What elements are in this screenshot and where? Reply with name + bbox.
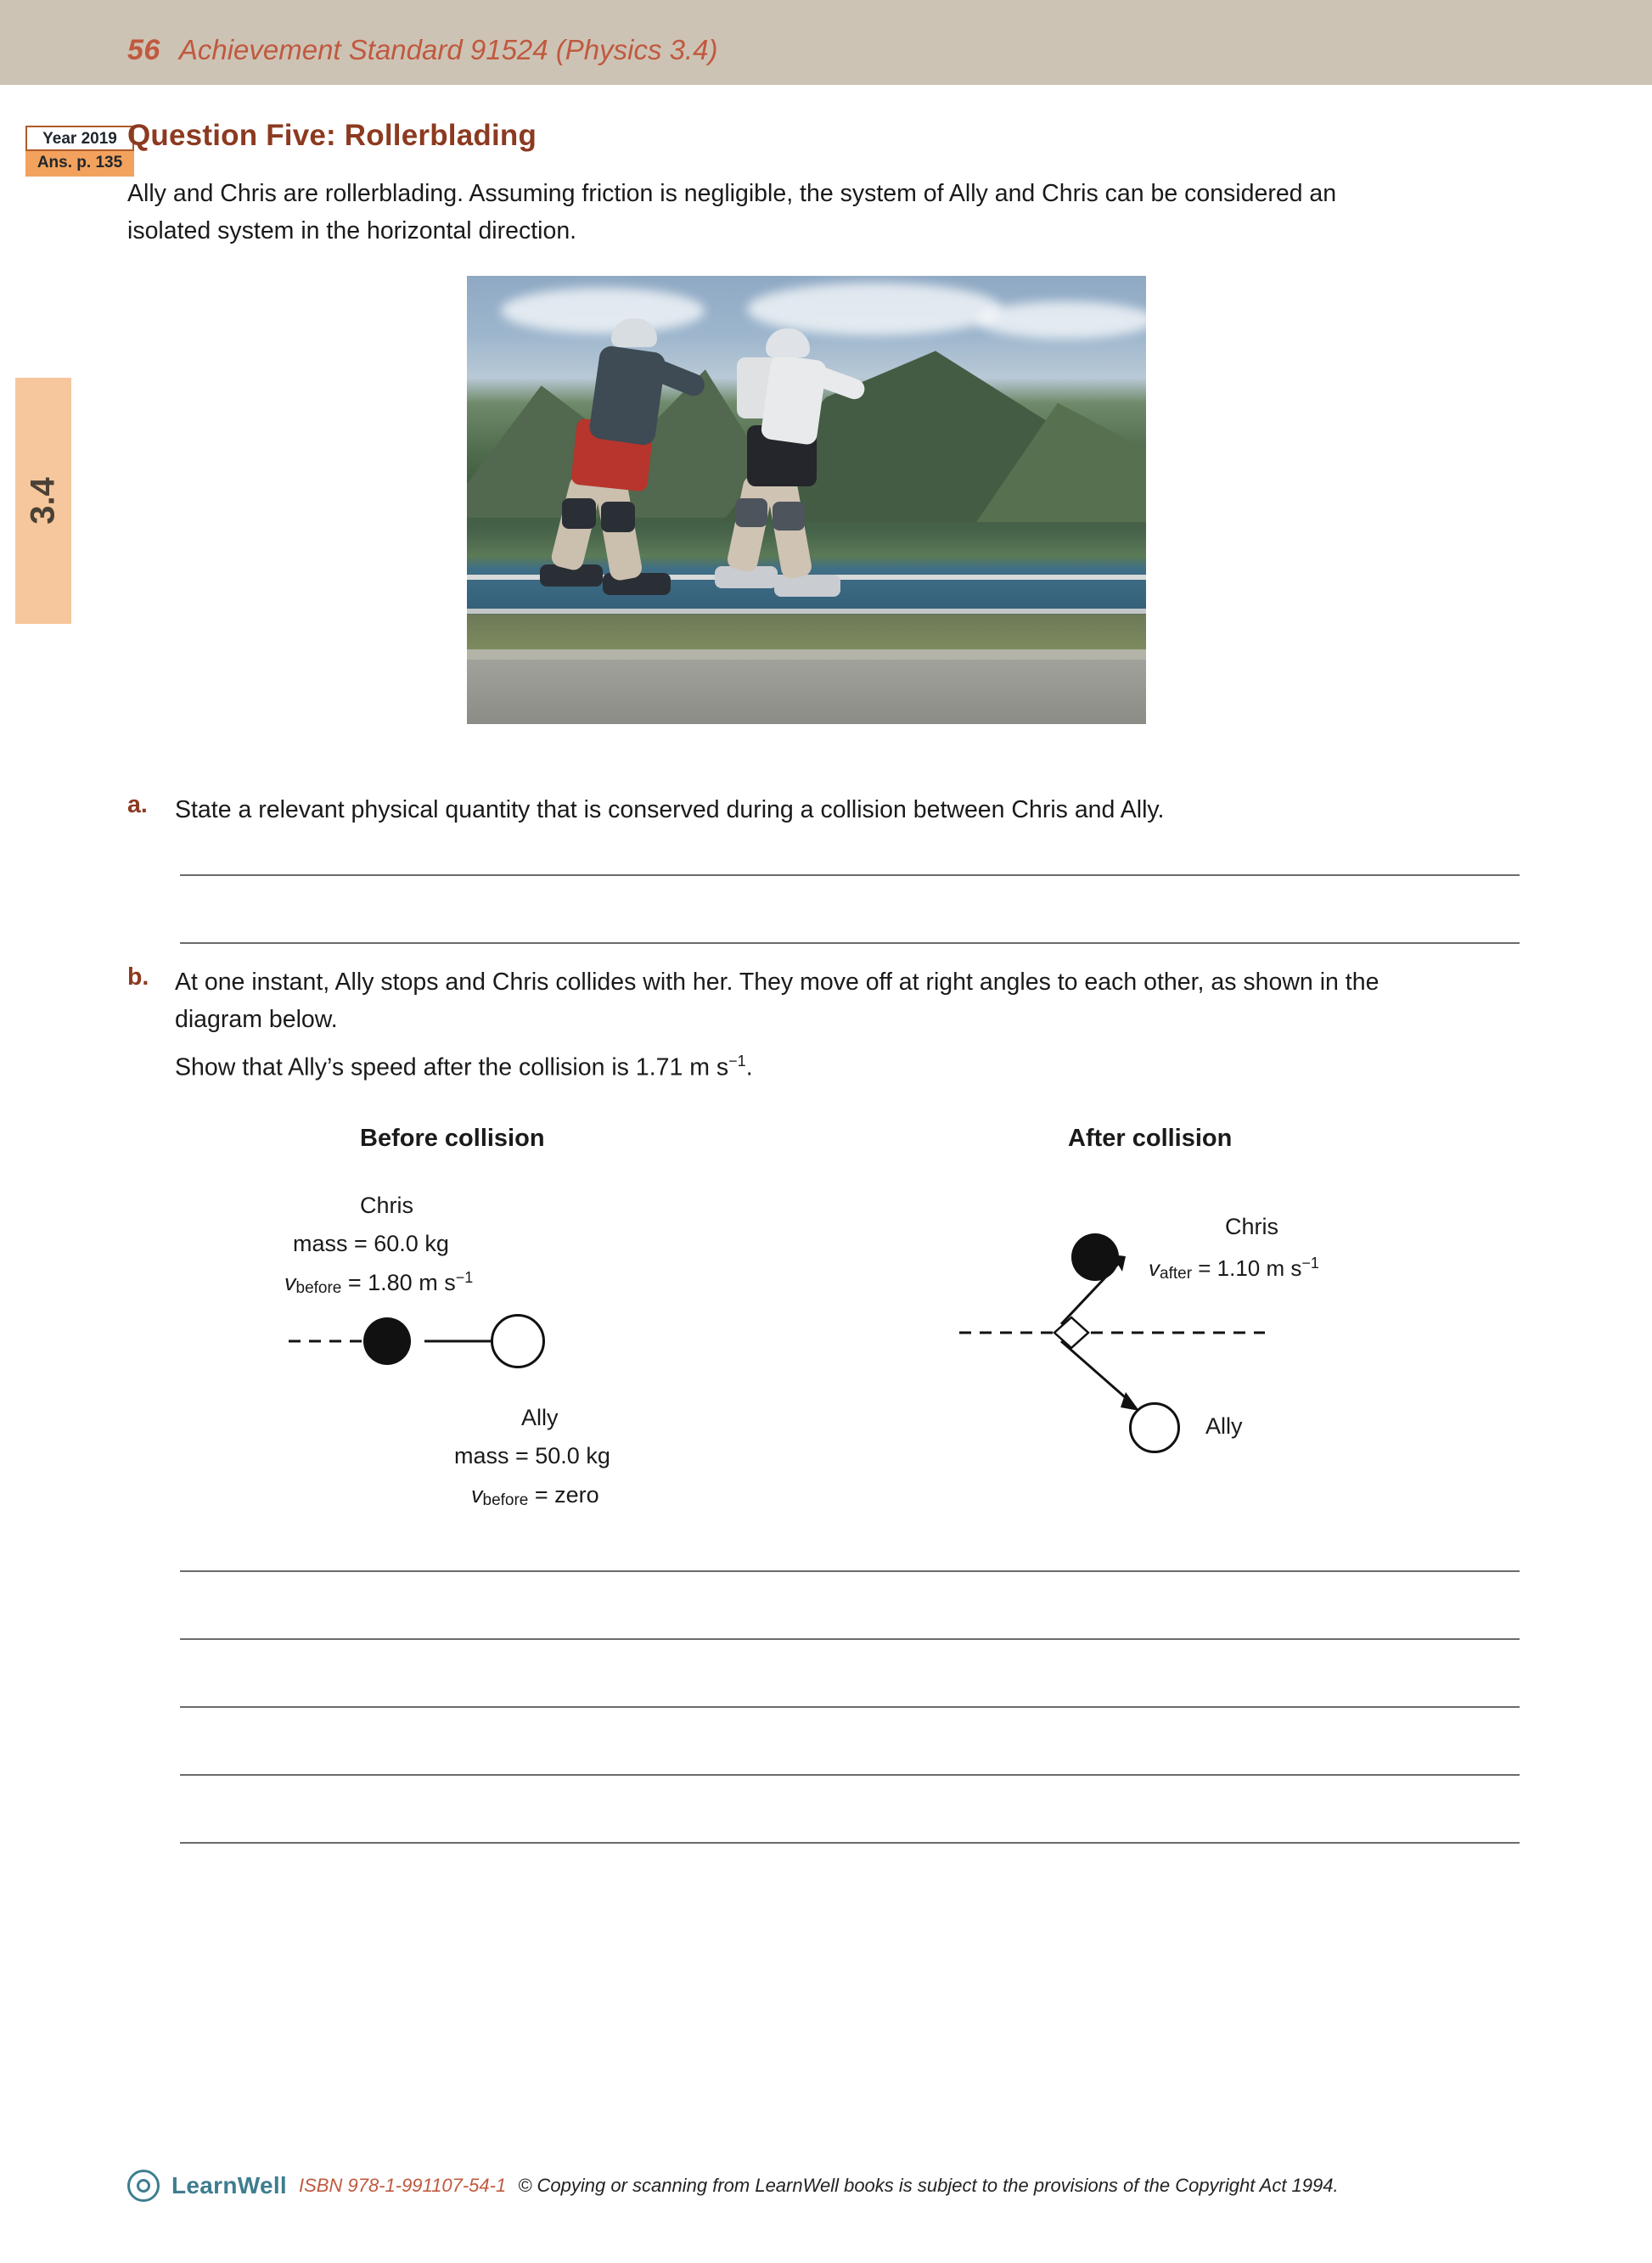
part-b-show-suffix: . — [745, 1053, 753, 1081]
badge-answers-page: Ans. p. 135 — [25, 151, 134, 177]
before-chris-name: Chris — [360, 1193, 414, 1218]
before-ally-v-value: = zero — [528, 1482, 599, 1508]
header-standard-title: Achievement Standard 91524 (Physics 3.4) — [178, 34, 718, 65]
answer-line[interactable] — [180, 1570, 1520, 1572]
photo-scene — [467, 276, 1146, 724]
after-collision-figure — [942, 1222, 1302, 1443]
answer-line[interactable] — [180, 1638, 1520, 1640]
rollerblading-photo — [467, 276, 1146, 724]
before-ally-marker — [491, 1314, 545, 1368]
after-chris-marker — [1071, 1233, 1119, 1281]
before-ally-velocity — [471, 1482, 599, 1510]
page-number: 56 — [127, 34, 160, 66]
after-chris-v-symbol: v — [1149, 1255, 1160, 1281]
copyright-text: © Copying or scanning from LearnWell books is subject to the provisions of the Copyright Act 1994. — [518, 2175, 1339, 2196]
page-footer — [127, 2170, 1339, 2202]
part-b-show-instruction — [175, 1053, 753, 1082]
after-chris-v-subscript: after — [1160, 1265, 1193, 1283]
before-chris-marker — [363, 1317, 411, 1365]
part-b-show-prefix: Show that Ally’s speed after the collision is 1.71 m s — [175, 1053, 729, 1081]
before-chris-v-symbol: v — [284, 1270, 296, 1295]
cloud-shape — [976, 301, 1146, 339]
cloud-shape — [747, 283, 1002, 335]
after-chris-velocity — [1149, 1255, 1319, 1283]
page-header — [127, 34, 718, 67]
part-text-a: State a relevant physical quantity that is conserved during a collision between Chris and Ally. — [175, 796, 1165, 823]
before-chris-mass: mass = 60.0 kg — [293, 1231, 449, 1256]
question-part-a — [127, 791, 1520, 828]
before-chris-v-subscript: before — [295, 1279, 342, 1297]
after-ally-name: Ally — [1205, 1413, 1243, 1439]
question-part-b — [127, 963, 1520, 1038]
before-ally-v-subscript: before — [482, 1491, 529, 1509]
after-collision-heading: After collision — [1068, 1125, 1233, 1152]
part-text-b: At one instant, Ally stops and Chris collides with her. They move off at right angles to each other, as shown in the diagram below. — [175, 969, 1379, 1033]
after-chris-name: Chris — [1225, 1214, 1279, 1239]
before-chris-v-value: = 1.80 m s — [341, 1270, 456, 1295]
before-ally-v-symbol: v — [471, 1482, 483, 1508]
road-shape — [467, 660, 1146, 724]
part-label-a: a. — [127, 791, 148, 818]
isbn-text: ISBN 978-1-991107-54-1 — [299, 2175, 507, 2196]
before-collision-figure — [280, 1299, 637, 1401]
part-b-show-exponent: −1 — [728, 1053, 746, 1070]
badge-year: Year 2019 — [25, 126, 134, 151]
question-block — [127, 119, 1520, 250]
answer-line[interactable] — [180, 1774, 1520, 1776]
answer-line[interactable] — [180, 1706, 1520, 1708]
question-intro: Ally and Chris are rollerblading. Assuming friction is negligible, the system of Ally and Chris can be considered an isolated system in the horizontal direction. — [127, 180, 1337, 244]
side-tab-standard — [15, 378, 71, 624]
after-ally-marker — [1129, 1402, 1180, 1453]
after-chris-v-value: = 1.10 m s — [1192, 1255, 1302, 1281]
brand-name: LearnWell — [171, 2172, 288, 2198]
before-chris-v-exponent: −1 — [455, 1269, 474, 1286]
part-label-b: b. — [127, 963, 149, 991]
answer-line[interactable] — [180, 942, 1520, 944]
before-ally-name: Ally — [521, 1405, 559, 1430]
badge-group — [25, 126, 134, 177]
after-chris-v-exponent: −1 — [1301, 1255, 1319, 1272]
answer-line[interactable] — [180, 874, 1520, 876]
answer-line[interactable] — [180, 1842, 1520, 1844]
learnwell-logo-icon — [127, 2170, 160, 2202]
before-collision-heading: Before collision — [360, 1125, 545, 1152]
cloud-shape — [501, 288, 705, 334]
before-chris-velocity — [284, 1269, 473, 1298]
side-tab-label: 3.4 — [24, 477, 62, 525]
question-title: Question Five: Rollerblading — [127, 119, 537, 152]
before-ally-mass: mass = 50.0 kg — [454, 1443, 610, 1468]
railing-shape — [467, 609, 1146, 614]
